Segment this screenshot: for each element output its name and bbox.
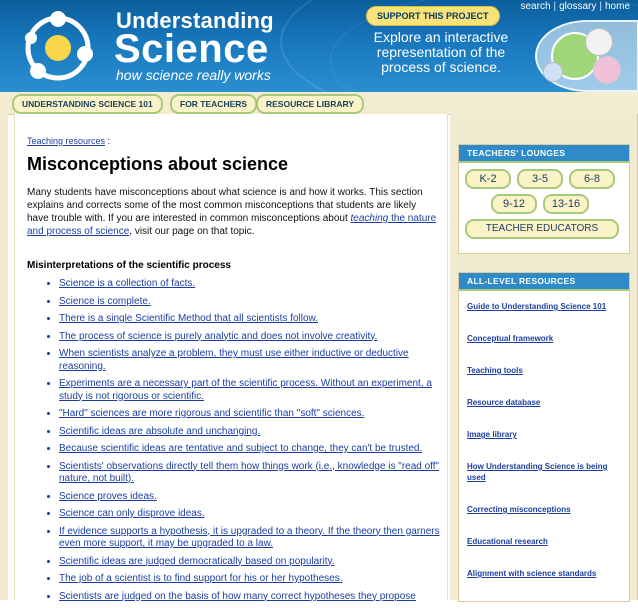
search-link[interactable]: search [520,1,551,12]
breadcrumb [27,136,110,146]
grade-13-16-button[interactable]: 13-16 [543,194,589,214]
list-item [59,378,455,403]
resource-link[interactable]: Conceptual framework [467,334,554,343]
list-item [467,568,621,579]
misconception-link[interactable]: The job of a scientist is to find support for his or her hypotheses. [59,573,343,584]
list-item [467,504,621,515]
resource-link[interactable]: How Understanding Science is being used [467,462,608,482]
home-link[interactable]: home [604,1,630,12]
intro-text: Many students have misconceptions about what science is and how it works. This section explains and corrects some of the most common misconceptions that students are likely have trouble with. If you are interested in common misconceptions about [27,187,423,224]
grade-9-12-button[interactable]: 9-12 [491,194,537,214]
list-item [467,536,621,547]
glossary-link[interactable]: glossary [559,1,597,12]
promo-text[interactable]: Explore an interactive representation of the process of science. [373,29,509,75]
sidebar [450,114,638,600]
top-links [521,1,631,12]
list-item [59,313,455,326]
divider: | [553,1,557,12]
breadcrumb-teaching-resources[interactable]: Teaching resources [27,136,106,146]
list-item [59,443,455,456]
misconception-link[interactable]: Science is a collection of facts. [59,278,196,289]
resource-list [459,291,629,606]
teachers-lounges-heading: TEACHERS' LOUNGES [459,145,629,163]
list-item [59,348,455,373]
teachers-lounges-panel [458,144,630,254]
list-item [59,556,455,569]
brand-understanding[interactable]: Understanding [116,8,274,33]
list-item [59,591,455,604]
all-level-resources-panel [458,272,630,602]
misconception-link[interactable]: Science can only disprove ideas. [59,508,205,519]
list-item [59,526,455,551]
grade-3-5-button[interactable]: 3-5 [517,169,563,189]
list-item [59,573,455,586]
misconception-list [45,278,455,608]
process-map-thumbnail-icon[interactable] [535,20,638,92]
list-item [467,461,621,483]
misconception-link[interactable]: Scientists are judged on the basis of how many correct hypotheses they propose [59,590,416,602]
resource-link[interactable]: Alignment with science standards [467,569,597,578]
resource-link[interactable]: Image library [467,430,517,439]
teacher-educators-button[interactable]: TEACHER EDUCATORS [465,219,619,239]
list-item [59,491,455,504]
divider: | [599,1,602,12]
list-item [59,331,455,344]
teaching-link-italic[interactable]: teaching [350,213,389,224]
all-level-resources-heading: ALL-LEVEL RESOURCES [459,273,629,291]
misconception-link[interactable]: When scientists analyze a problem, they must use either inductive or deductive reasoning. [59,348,409,372]
misconception-link[interactable]: "Hard" sciences are more rigorous and scientific than "soft" sciences. [59,408,365,419]
list-item [467,365,621,376]
breadcrumb-separator: : [105,136,111,146]
misconception-link[interactable]: Scientific ideas are judged democratically based on popularity. [59,555,335,567]
list-item [59,508,455,521]
tab-for-teachers[interactable]: FOR TEACHERS [170,94,257,114]
resource-link[interactable]: Guide to Understanding Science 101 [467,302,607,311]
misconception-link[interactable]: Scientists' observations directly tell them how things work (i.e., knowledge is "read off" nature, not built). [59,460,440,484]
list-item [59,296,455,309]
resource-link[interactable]: Teaching tools [467,366,523,375]
list-item [59,461,455,486]
support-project-button[interactable]: SUPPORT THIS PROJECT [366,6,500,26]
intro-paragraph [27,186,439,238]
resource-link[interactable]: Educational research [467,537,548,546]
list-item [59,408,455,421]
list-item [467,333,621,344]
intro-text-end: , visit our page on that topic. [129,226,255,237]
misconception-link[interactable]: Science is complete. [59,295,151,307]
grade-6-8-button[interactable]: 6-8 [569,169,615,189]
misconception-link[interactable]: Science proves ideas. [59,490,157,502]
resource-link[interactable]: Correcting misconceptions [467,505,571,514]
section-title: Misinterpretations of the scientific process [27,260,231,271]
teaching-link-rest[interactable]: the nature and process of science [27,213,437,237]
grade-k-2-button[interactable]: K-2 [465,169,511,189]
list-item [467,301,621,312]
brand-science[interactable]: Science [114,27,269,71]
tab-resource-library[interactable]: RESOURCE LIBRARY [256,94,364,114]
resource-link[interactable]: Resource database [467,398,541,407]
list-item [467,397,621,408]
list-item [59,426,455,439]
main-content [14,114,448,600]
brand-tagline: how science really works [116,67,271,83]
misconception-link[interactable]: Scientific ideas are absolute and unchanging. [59,425,261,437]
list-item [59,278,455,291]
site-header [0,0,638,92]
tab-understanding-science-101[interactable]: UNDERSTANDING SCIENCE 101 [12,94,163,114]
science-process-logo-icon[interactable] [18,8,102,92]
main-nav [0,92,638,115]
misconception-link[interactable]: If evidence supports a hypothesis, it is upgraded to a theory. If the theory then garners even more support, it may be upgraded to a law. [59,525,440,549]
left-margin [0,114,8,600]
misconception-link[interactable]: The process of science is purely analytic and does not involve creativity. [59,330,378,342]
list-item [467,429,621,440]
misconception-link[interactable]: There is a single Scientific Method that all scientists follow. [59,313,319,324]
misconception-link[interactable]: Experiments are a necessary part of the scientific process. Without an experiment, a study is not rigorous or scientific. [59,378,432,402]
misconception-link[interactable]: Because scientific ideas are tentative and subject to change, they can't be trusted. [59,443,423,454]
page-title: Misconceptions about science [27,154,289,174]
